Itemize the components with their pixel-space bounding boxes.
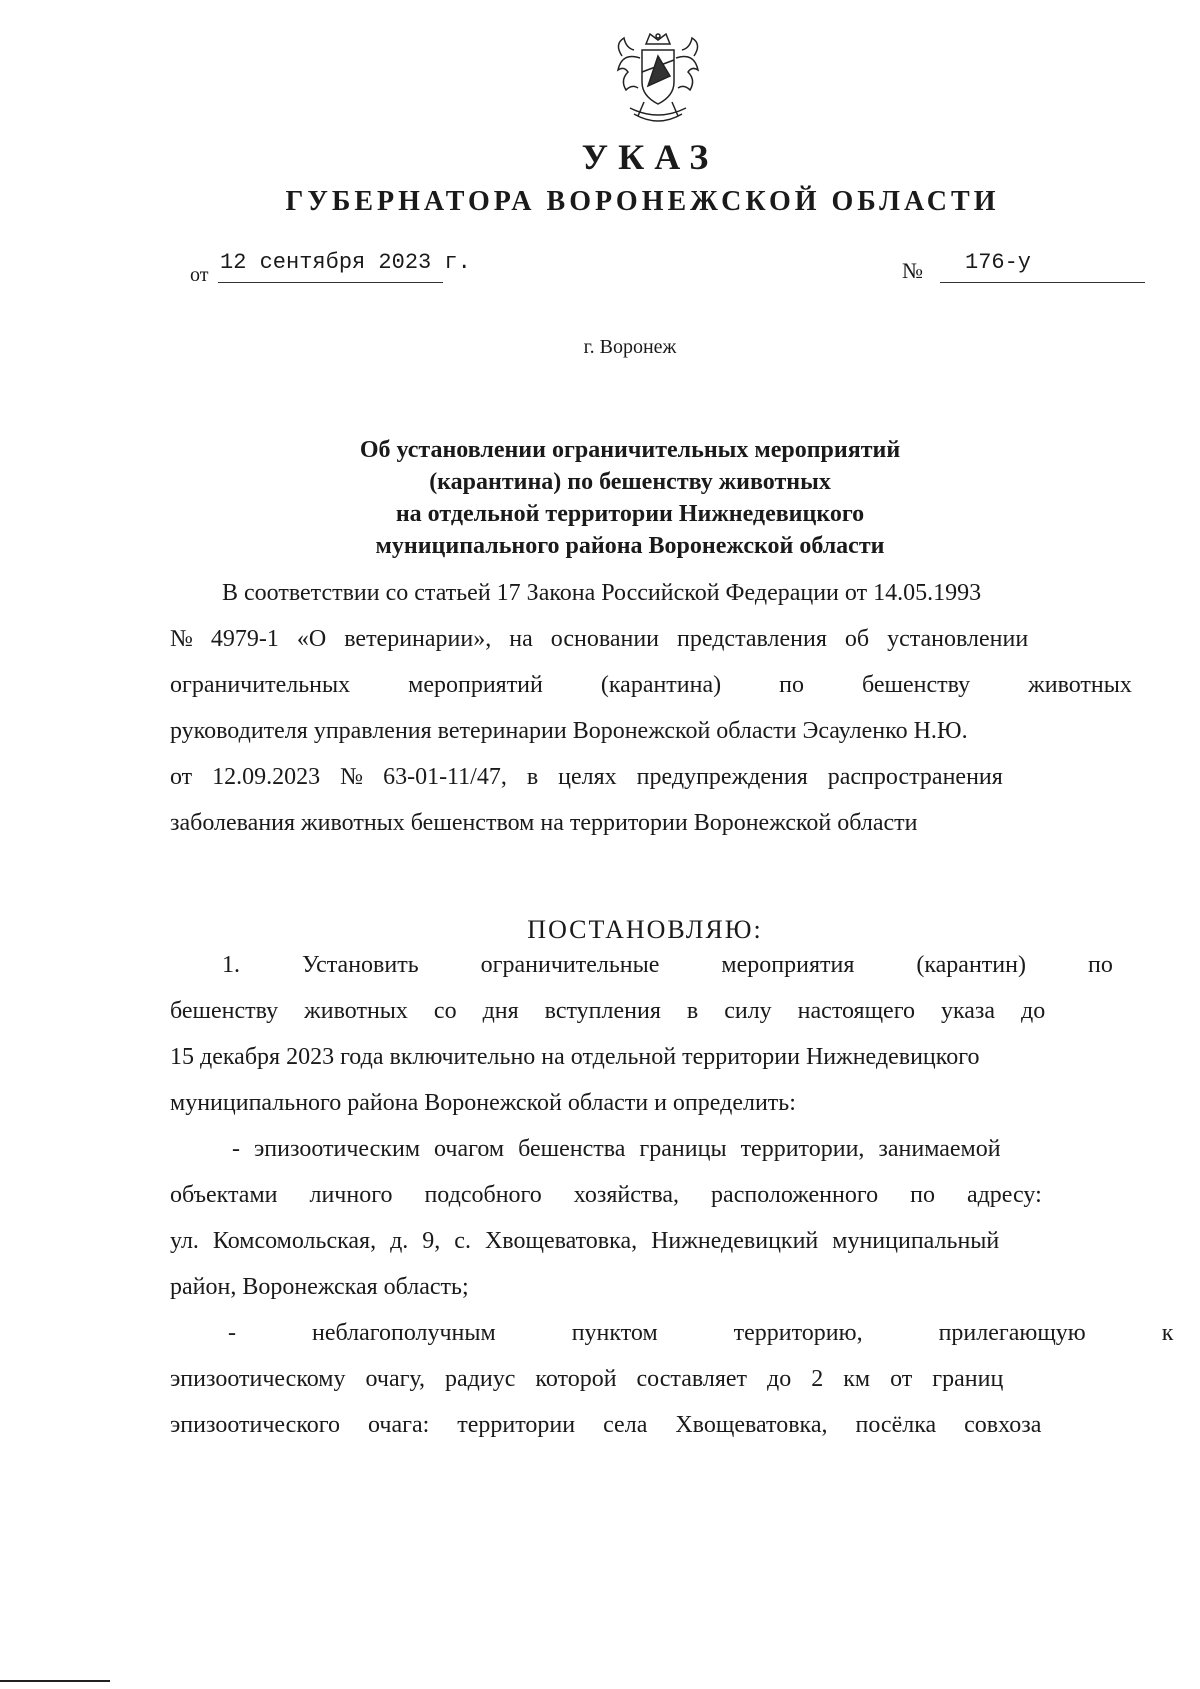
- subitem-line: эпизоотическому очагу, радиус которой составляет до 2 км от границ: [170, 1366, 1004, 1392]
- subitem-line: район, Воронежская область;: [170, 1274, 469, 1300]
- number-prefix: №: [902, 258, 923, 283]
- subitem-line: ул. Комсомольская, д. 9, с. Хвощеватовка, Нижнедевицкий муниципальный: [170, 1228, 1000, 1254]
- document-date: 12 сентября 2023 г.: [220, 250, 471, 275]
- subitem-line: объектами личного подсобного хозяйства, расположенного по адресу:: [170, 1182, 1042, 1208]
- coat-of-arms-emblem: [608, 30, 708, 130]
- date-number-row: [190, 250, 1145, 290]
- city-name: г. Воронеж: [583, 336, 677, 358]
- subitem-line: эпизоотического очага: территории села Хвощеватовка, посёлка совхоза: [170, 1412, 1042, 1438]
- subitem-line: - эпизоотическим очагом бешенства границы территории, занимаемой: [232, 1136, 1001, 1162]
- item-line: 15 декабря 2023 года включительно на отдельной территории Нижнедевицкого: [170, 1044, 980, 1070]
- subitem-line: - неблагополучным пунктом территорию, прилегающую к: [228, 1320, 1174, 1346]
- subject-line: (карантина) по бешенству животных: [429, 469, 831, 495]
- preamble-line: В соответствии со статьей 17 Закона Российской Федерации от 14.05.1993: [222, 580, 982, 606]
- subject-line: муниципального района Воронежской области: [375, 533, 885, 559]
- preamble-line: № 4979-1 «О ветеринарии», на основании представления об установлении: [170, 626, 1029, 652]
- item-line: муниципального района Воронежской области и определить:: [170, 1090, 796, 1116]
- document-type-title: УКАЗ: [581, 137, 719, 177]
- item-line: бешенству животных со дня вступления в силу настоящего указа до: [170, 998, 1046, 1024]
- date-prefix: от: [190, 264, 209, 286]
- subject-line: на отдельной территории Нижнедевицкого: [395, 501, 865, 527]
- issuer-title: ГУБЕРНАТОРА ВОРОНЕЖСКОЙ ОБЛАСТИ: [285, 186, 1000, 217]
- decree-word: ПОСТАНОВЛЯЮ:: [527, 915, 763, 944]
- document-number: 176-у: [965, 250, 1032, 275]
- document-subject: [200, 434, 1060, 562]
- preamble-line: от 12.09.2023 № 63-01-11/47, в целях предупреждения распространения: [170, 764, 1003, 790]
- preamble-line: ограничительных мероприятий (карантина) по бешенству животных: [170, 672, 1132, 698]
- preamble-line: заболевания животных бешенством на территории Воронежской области: [170, 810, 918, 836]
- footer-rule: [0, 1680, 110, 1682]
- preamble-line: руководителя управления ветеринарии Воронежской области Эсауленко Н.Ю.: [170, 718, 968, 744]
- item-line: 1. Установить ограничительные мероприятия (карантин) по: [222, 952, 1113, 978]
- subject-line: Об установлении ограничительных мероприятий: [359, 437, 901, 463]
